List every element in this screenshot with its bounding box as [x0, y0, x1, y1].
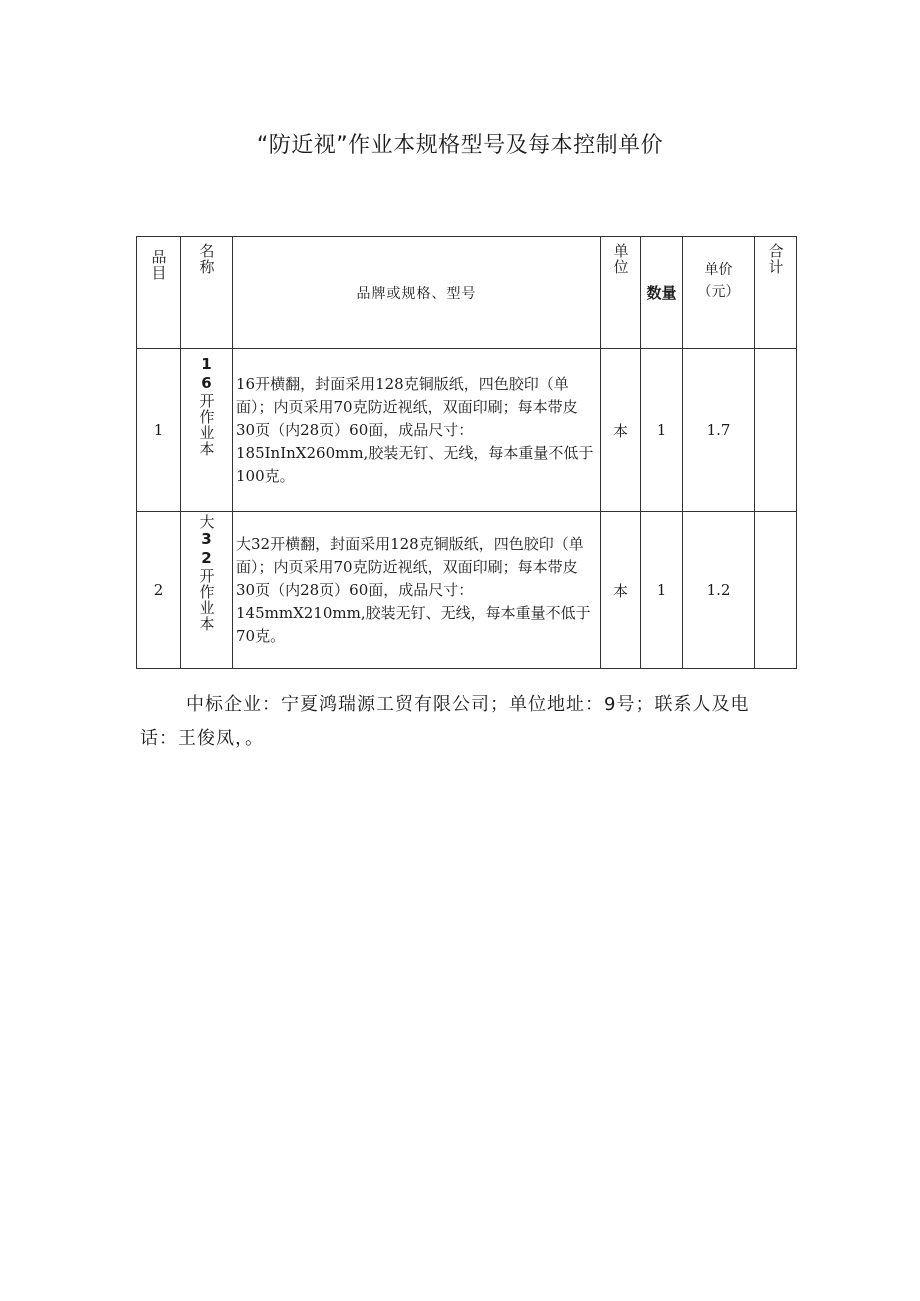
row-name — [181, 512, 233, 669]
row-name-size: 16 — [197, 355, 216, 393]
row-unit: 本 — [601, 512, 641, 669]
row-spec: 大32开横翻，封面采用128克铜版纸，四色胶印（单面）；内页采用70克防近视纸，双面印刷；每本带皮30页（内28页）60面，成品尺寸：145mmX210mm,胶装无钉、无线，每本重量不低于70克。 — [233, 512, 601, 669]
row-price: 1.2 — [683, 512, 755, 669]
row-no: 2 — [137, 512, 181, 669]
row-qty: 1 — [641, 349, 683, 512]
row-name-prefix: 大 — [197, 514, 216, 530]
row-price: 1.7 — [683, 349, 755, 512]
row-total — [755, 512, 797, 669]
header-spec: 品牌或规格、型号 — [233, 237, 601, 349]
header-price — [683, 237, 755, 349]
header-unit: 单位 — [601, 237, 641, 349]
row-name — [181, 349, 233, 512]
row-name-size: 32 — [197, 530, 216, 568]
header-total: 合计 — [755, 237, 797, 349]
row-spec: 16开横翻，封面采用128克铜版纸，四色胶印（单面）；内页采用70克防近视纸，双面印刷；每本带皮30页（内28页）60面，成品尺寸：185InInX260mm,胶装无钉、无线，每本重量不低于100克。 — [233, 349, 601, 512]
header-name: 名称 — [181, 237, 233, 349]
header-qty: 数量 — [641, 237, 683, 349]
row-qty: 1 — [641, 512, 683, 669]
header-price-label: 单价 — [704, 262, 733, 278]
table-row — [137, 349, 797, 512]
row-total — [755, 349, 797, 512]
document-title: “防近视”作业本规格型号及每本控制单价 — [256, 133, 664, 158]
spec-table — [136, 236, 797, 669]
header-price-unit: （元） — [697, 284, 740, 300]
header-row — [137, 237, 797, 349]
row-name-rest: 开作业本 — [197, 568, 216, 632]
header-item: 品目 — [137, 237, 181, 349]
row-no: 1 — [137, 349, 181, 512]
row-unit: 本 — [601, 349, 641, 512]
row-name-rest: 开作业本 — [197, 393, 216, 457]
winning-bidder-info: 中标企业：宁夏鸿瑞源工贸有限公司；单位地址：9号；联系人及电话：王俊凤，。 — [140, 694, 750, 749]
table-row — [137, 512, 797, 669]
